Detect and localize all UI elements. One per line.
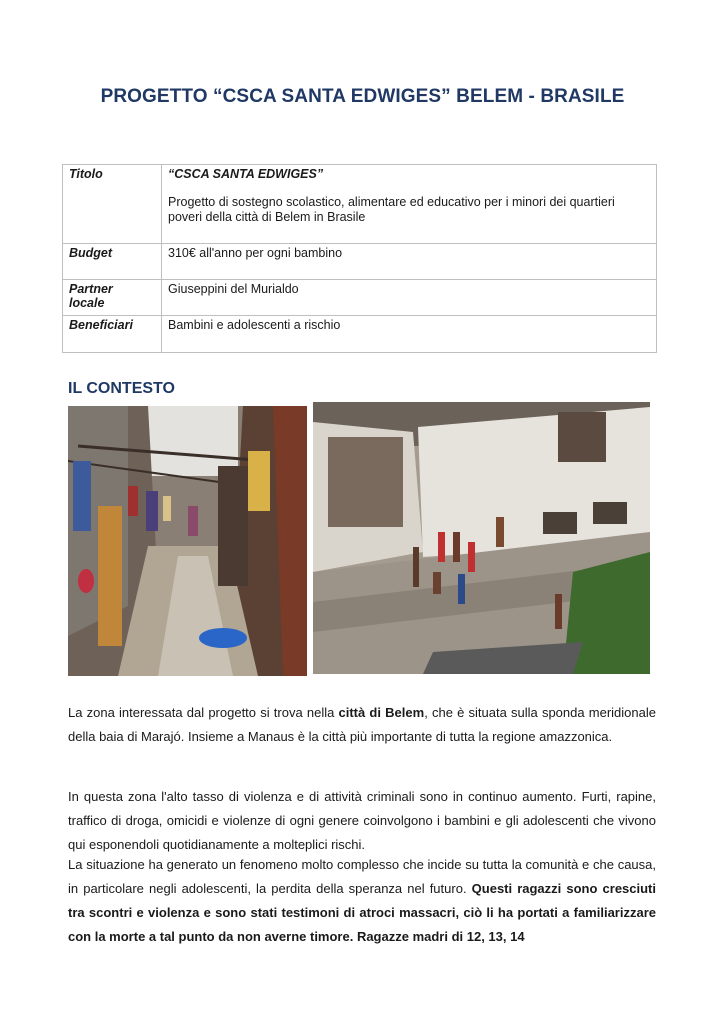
section-heading-contesto: IL CONTESTO bbox=[68, 380, 175, 397]
paragraph-violence: In questa zona l'alto tasso di violenza e di attività criminali sono in continuo aumento. Furti, rapine, traffico di droga, omicidi e violenze di ogni genere coinvolgono i bambini e gli adolescenti che vivono qui esponendoli quotidianamente a molteplici rischi. bbox=[68, 789, 656, 852]
paragraph-location: La zona interessata dal progetto si trova nella città di Belem, che è situata sulla sponda meridionale della baia di Marajó. Insieme a Manaus è la città più importante di tutta la regione amazzonica. bbox=[68, 705, 656, 744]
beneficiari-value: Bambini e adolescenti a rischio bbox=[162, 316, 657, 353]
photo-street-children bbox=[313, 402, 650, 674]
table-row bbox=[63, 244, 657, 280]
photo-alley bbox=[68, 406, 307, 676]
paragraph-situation: La situazione ha generato un fenomeno molto complesso che incide su tutta la comunità e che causa, in particolare negli adolescenti, la perdita della speranza nel futuro. Questi ragazzi sono cresciuti tra scontri e violenza e sono stati testimoni di atroci massacri, ciò li ha portati a familiarizzare con la morte a tal punto da non averne timore. Ragazze madri di 12, 13, 14 bbox=[68, 857, 656, 944]
row-label-beneficiari: Beneficiari bbox=[63, 316, 162, 353]
table-row bbox=[63, 316, 657, 353]
table-row bbox=[63, 165, 657, 244]
row-label-budget: Budget bbox=[63, 244, 162, 280]
page-title: PROGETTO “CSCA SANTA EDWIGES” BELEM - BRASILE bbox=[100, 86, 625, 107]
table-row bbox=[63, 280, 657, 316]
row-label-titolo: Titolo bbox=[63, 165, 162, 244]
project-description: Progetto di sostegno scolastico, alimentare ed educativo per i minori dei quartieri poveri della città di Belem in Brasile bbox=[168, 195, 615, 224]
partner-value: Giuseppini del Murialdo bbox=[162, 280, 657, 316]
bold-emphasis: Questi ragazzi sono cresciuti tra scontri e violenza e sono stati testimoni di atroci massacri, ciò li ha portati a familiarizzare con la morte a tal punto da non averne timore. Ragazze madri di 12, 13, 14 bbox=[68, 881, 656, 944]
row-label-partner: Partner locale bbox=[63, 280, 162, 316]
city-emphasis: città di Belem bbox=[338, 705, 425, 720]
budget-value: 310€ all'anno per ogni bambino bbox=[162, 244, 657, 280]
project-name: “CSCA SANTA EDWIGES” bbox=[168, 167, 324, 181]
project-info-table bbox=[62, 164, 657, 353]
